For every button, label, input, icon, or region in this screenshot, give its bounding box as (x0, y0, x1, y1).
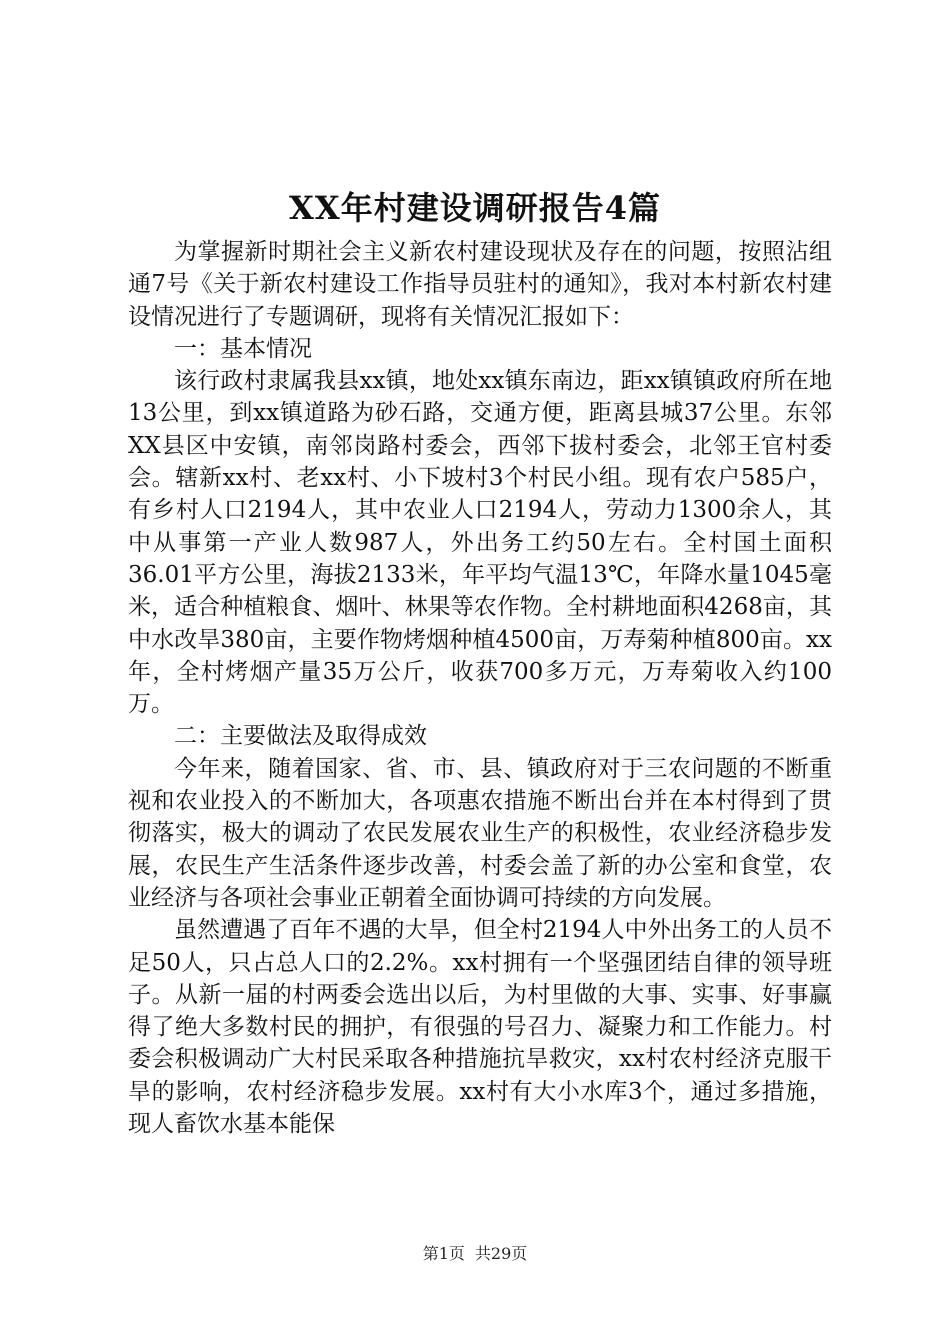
main-practices-paragraph-2: 虽然遭遇了百年不遇的大旱，但全村2194人中外出务工的人员不足50人，只占总人口的2.2%。xx村拥有一个坚强团结自律的领导班子。从新一届的村两委会选出以后，为村里做的大事、实事、好事赢得了绝大多数村民的拥护，有很强的号召力、凝聚力和工作能力。村委会积极调动广大村民采取各种措施抗旱救灾，xx村农村经济克服干旱的影响，农村经济稳步发展。xx村有大小水库3个，通过多措施，现人畜饮水基本能保 (128, 917, 832, 1138)
section-heading-basic-situation: 一：基本情况 (174, 335, 312, 362)
page-footer (0, 1243, 950, 1265)
page-number-current: 第1页 (422, 1244, 465, 1263)
section-heading-main-practices: 二：主要做法及取得成效 (174, 723, 427, 750)
basic-situation-paragraph: 该行政村隶属我县xx镇，地处xx镇东南边，距xx镇镇政府所在地13公里，到xx镇道路为砂石路，交通方便，距离县城37公里。东邻XX县区中安镇，南邻岗路村委会，西邻下拔村委会，北邻王官村委会。辖新xx村、老xx村、小下坡村3个村民小组。现有农户585户，有乡村人口2194人，其中农业人口2194人，劳动力1300余人，其中从事第一产业人数987人，外出务工约50左右。全村国土面积36.01平方公里，海拔2133米，年平均气温13℃，年降水量1045毫米，适合种植粮食、烟叶、林果等农作物。全村耕地面积4268亩，其中水改旱380亩，主要作物烤烟种植4500亩，万寿菊种植800亩。xx年，全村烤烟产量35万公斤，收获700多万元，万寿菊收入约100万。 (128, 368, 832, 718)
intro-paragraph: 为掌握新时期社会主义新农村建设现状及存在的问题，按照沾组通7号《关于新农村建设工作指导员驻村的通知》，我对本村新农村建设情况进行了专题调研，现将有关情况汇报如下： (128, 239, 832, 330)
document-title: XX年村建设调研报告4篇 (289, 189, 661, 227)
page-number-total: 共29页 (474, 1244, 528, 1263)
document-body (128, 236, 832, 1140)
main-practices-paragraph-1: 今年来，随着国家、省、市、县、镇政府对于三农问题的不断重视和农业投入的不断加大，各项惠农措施不断出台并在本村得到了贯彻落实，极大的调动了农民发展农业生产的积极性，农业经济稳步发展，农民生产生活条件逐步改善，村委会盖了新的办公室和食堂，农业经济与各项社会事业正朝着全面协调可持续的方向发展。 (128, 755, 832, 911)
